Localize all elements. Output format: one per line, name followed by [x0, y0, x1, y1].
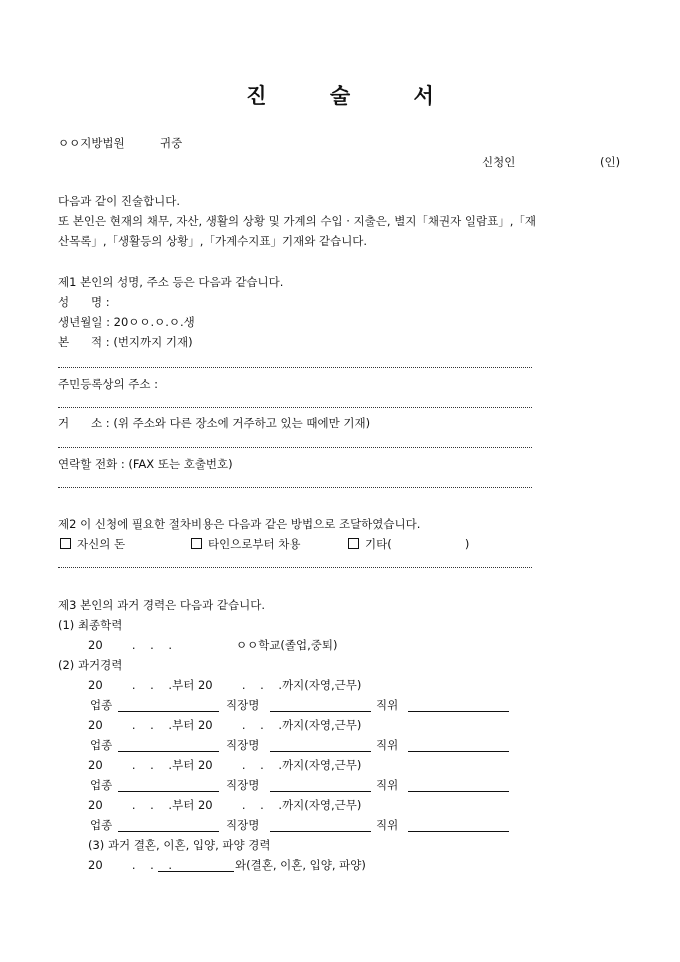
- education-date: 20 . . .: [88, 638, 173, 652]
- dotted-line: [58, 367, 532, 368]
- dotted-line: [58, 407, 532, 408]
- dotted-line: [58, 487, 532, 488]
- workplace-blank[interactable]: [270, 711, 371, 712]
- industry-blank[interactable]: [118, 751, 219, 752]
- intro-line: 다음과 같이 진술합니다.: [58, 194, 181, 208]
- career-period: 20 . . .부터 20 . . .까지(자영,근무): [88, 758, 362, 772]
- checkbox-icon[interactable]: [191, 538, 202, 549]
- marriage-date: 20 . . .: [88, 858, 173, 872]
- option-label: 자신의 돈: [77, 537, 126, 551]
- checkbox-icon[interactable]: [60, 538, 71, 549]
- name-field: 성 명 :: [58, 295, 110, 309]
- career-field-label: 직장명: [226, 698, 260, 712]
- education-school: ㅇㅇ학교(졸업,중퇴): [236, 638, 338, 652]
- intro-line: 또 본인은 현재의 채무, 자산, 생활의 상황 및 가계의 수입 · 지출은, 별지「채권자 일람표」,「재: [58, 214, 537, 228]
- section2-heading: 제2 이 신청에 필요한 절차비용은 다음과 같은 방법으로 조달하였습니다.: [58, 517, 421, 531]
- option-label: 기타( ): [365, 537, 470, 551]
- position-blank[interactable]: [408, 791, 509, 792]
- section3-heading: 제3 본인의 과거 경력은 다음과 같습니다.: [58, 598, 265, 612]
- career-field-label: 직장명: [226, 818, 260, 832]
- career-label: (2) 과거경력: [58, 658, 123, 672]
- phone-field: 연락할 전화 : (FAX 또는 호출번호): [58, 457, 233, 471]
- industry-blank[interactable]: [118, 711, 219, 712]
- workplace-blank[interactable]: [270, 791, 371, 792]
- career-field-label: 업종: [90, 698, 113, 712]
- career-field-label: 직장명: [226, 738, 260, 752]
- birth-field: 생년월일 : 20ㅇㅇ.ㅇ.ㅇ.생: [58, 315, 195, 329]
- address-field: 주민등록상의 주소 :: [58, 377, 159, 391]
- court-name: ㅇㅇ지방법원: [58, 136, 125, 150]
- applicant-label: 신청인: [482, 155, 516, 169]
- career-field-label: 직위: [376, 778, 399, 792]
- workplace-blank[interactable]: [270, 751, 371, 752]
- domicile-field: 본 적 : (번지까지 기재): [58, 335, 193, 349]
- position-blank[interactable]: [408, 711, 509, 712]
- position-blank[interactable]: [408, 831, 509, 832]
- intro-line: 산목록」,「생활등의 상황」,「가계수지표」기재와 같습니다.: [58, 234, 368, 248]
- career-period: 20 . . .부터 20 . . .까지(자영,근무): [88, 678, 362, 692]
- residence-field: 거 소 : (위 주소와 다른 장소에 거주하고 있는 때에만 기재): [58, 416, 371, 430]
- option-own-money[interactable]: [60, 536, 125, 552]
- section1-heading: 제1 본인의 성명, 주소 등은 다음과 같습니다.: [58, 275, 284, 289]
- career-field-label: 직위: [376, 738, 399, 752]
- career-field-label: 직위: [376, 818, 399, 832]
- career-field-label: 업종: [90, 738, 113, 752]
- court-suffix: 귀중: [160, 136, 183, 150]
- career-field-label: 직장명: [226, 778, 260, 792]
- option-label: 타인으로부터 차용: [208, 537, 301, 551]
- workplace-blank[interactable]: [270, 831, 371, 832]
- option-other[interactable]: [348, 536, 469, 552]
- industry-blank[interactable]: [118, 791, 219, 792]
- marriage-suffix: 와(결혼, 이혼, 입양, 파양): [235, 858, 366, 872]
- dotted-line: [58, 567, 532, 568]
- marriage-label: (3) 과거 결혼, 이혼, 입양, 파양 경력: [88, 838, 271, 852]
- option-borrowed[interactable]: [191, 536, 301, 552]
- checkbox-icon[interactable]: [348, 538, 359, 549]
- career-period: 20 . . .부터 20 . . .까지(자영,근무): [88, 718, 362, 732]
- position-blank[interactable]: [408, 751, 509, 752]
- marriage-blank[interactable]: [158, 871, 234, 872]
- career-field-label: 업종: [90, 778, 113, 792]
- education-label: (1) 최종학력: [58, 618, 123, 632]
- career-field-label: 업종: [90, 818, 113, 832]
- seal-label: (인): [600, 155, 621, 169]
- career-period: 20 . . .부터 20 . . .까지(자영,근무): [88, 798, 362, 812]
- industry-blank[interactable]: [118, 831, 219, 832]
- dotted-line: [58, 447, 532, 448]
- document-title: 진 술 서: [246, 84, 462, 108]
- career-field-label: 직위: [376, 698, 399, 712]
